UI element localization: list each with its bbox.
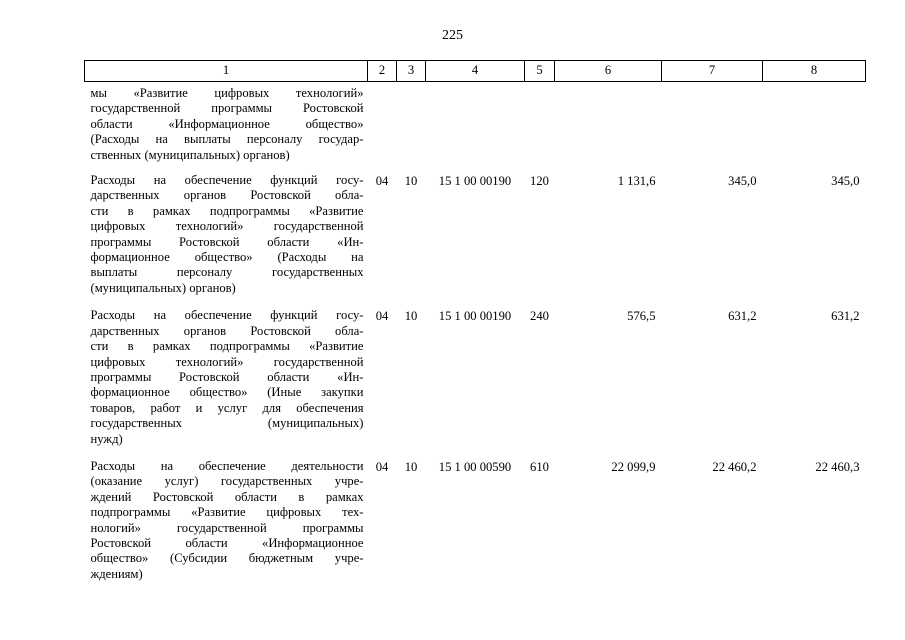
row-description [85,82,368,174]
row-description [85,459,368,594]
table-row [85,308,866,459]
header-row [85,61,866,82]
description-line: ждениям) [90,566,143,581]
description-line: товаров, работ и услуг для обеспечения [90,400,364,415]
description-line: государственных (муниципальных) [90,416,364,431]
table-row [85,82,866,174]
column-header-1: 1 [85,61,368,82]
description-line: формационное общество» (Расходы на [90,250,364,265]
description-line: программы Ростовской области «Ин- [90,234,364,249]
description-line: области «Информационное общество» [90,116,364,131]
table-body [85,82,866,595]
description-line: цифровых технологий» государственной [90,219,364,234]
section-code [368,82,397,174]
target-article-code: 15 1 00 00590 [438,459,512,474]
description-line: Расходы на обеспечение деятельности [90,458,364,473]
description-line: программы Ростовской области «Ин- [90,369,364,384]
column-header-4: 4 [426,61,525,82]
description-line: выплаты персоналу государственных [90,265,364,280]
description-line: Расходы на обеспечение функций госу- [90,173,364,188]
column-header-7: 7 [662,61,763,82]
description-line: мы «Развитие цифровых технологий» [90,86,364,100]
description-line: Расходы на обеспечение функций госу- [90,308,364,323]
amount-year-1: 1 131,6 [617,174,656,189]
amount-year-1 [555,82,662,174]
row-description [85,173,368,308]
amount-year-3 [763,82,866,174]
column-header-2: 2 [368,61,397,82]
description-line: нужд) [90,431,123,446]
column-header-6: 6 [555,61,662,82]
description-line: государственной программы Ростовской [90,101,364,116]
page-number: 225 [442,28,463,43]
amount-year-3: 345,0 [831,174,860,189]
description-line: цифровых технологий» государственной [90,354,364,369]
table-row [85,173,866,308]
column-header-8: 8 [763,61,866,82]
expense-type-code: 240 [530,309,549,324]
subsection-code [397,82,426,174]
target-article-code: 15 1 00 00190 [438,174,512,189]
subsection-code: 10 [404,309,418,324]
description-line: сти в рамках подпрограммы «Развитие [90,339,364,354]
row-description [85,308,368,459]
amount-year-2: 631,2 [728,309,757,324]
description-line: ждений Ростовской области в рамках [90,489,364,504]
section-code: 04 [375,309,389,324]
description-line: сти в рамках подпрограммы «Развитие [90,203,364,218]
expense-type-code [525,82,555,174]
amount-year-2 [662,82,763,174]
description-line: формационное общество» (Иные закупки [90,385,364,400]
target-article-code [426,82,525,174]
table-row [85,459,866,594]
subsection-code: 10 [404,174,418,189]
description-line: ственных (муниципальных) органов) [90,147,290,162]
amount-year-2: 22 460,2 [712,459,757,474]
description-line: общество» (Субсидии бюджетным учре- [90,551,364,566]
amount-year-2: 345,0 [728,174,757,189]
section-code: 04 [375,174,389,189]
description-line: дарственных органов Ростовской обла- [90,323,364,338]
description-line: Ростовской области «Информационное [90,535,364,550]
target-article-code: 15 1 00 00190 [438,309,512,324]
expense-type-code: 610 [530,459,549,474]
column-header-5: 5 [525,61,555,82]
column-header-3: 3 [397,61,426,82]
description-line: (оказание услуг) государственных учре- [90,474,364,489]
section-code: 04 [375,459,389,474]
amount-year-1: 22 099,9 [611,459,656,474]
description-line: (муниципальных) органов) [90,280,236,295]
amount-year-3: 631,2 [831,309,860,324]
amount-year-1: 576,5 [627,309,656,324]
expense-type-code: 120 [530,174,549,189]
budget-table [84,60,866,594]
subsection-code: 10 [404,459,418,474]
description-line: подпрограммы «Развитие цифровых тех- [90,505,364,520]
description-line: нологий» государственной программы [90,520,364,535]
description-line: дарственных органов Ростовской обла- [90,188,364,203]
description-line: (Расходы на выплаты персоналу государ- [90,132,364,147]
amount-year-3: 22 460,3 [815,459,860,474]
